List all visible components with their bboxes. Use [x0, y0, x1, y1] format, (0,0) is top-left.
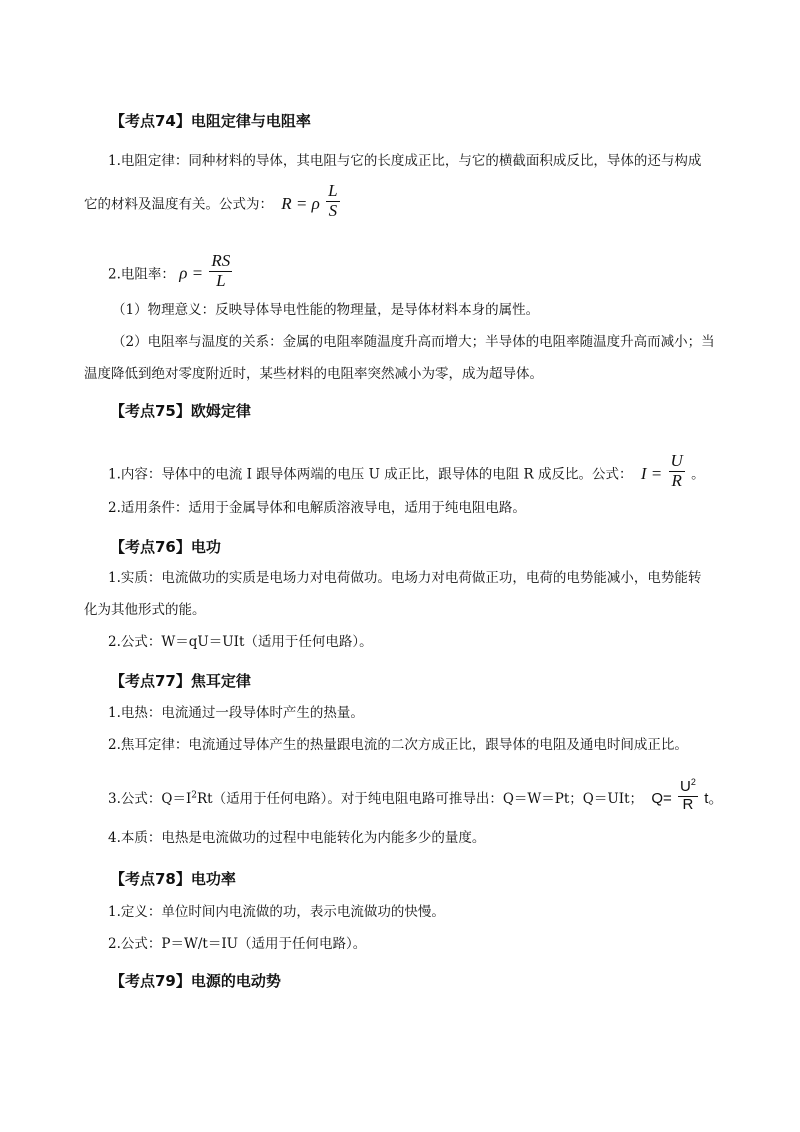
- sec74-p4-line1: （2）电阻率与温度的关系：金属的电阻率随温度升高而增大；半导体的电阻率随温度升高而减小；当: [112, 334, 715, 350]
- sec77-p3-sup: 2: [191, 790, 198, 801]
- sec74-p2-label: 2.电阻率：: [108, 266, 175, 283]
- heading-76: 【考点76】电功: [110, 538, 221, 556]
- formula-resistance-fraction: [326, 182, 339, 220]
- sec74-p1-line1: 1.电阻定律：同种材料的导体，其电阻与它的长度成正比，与它的横截面积成反比，导体的还与构成: [108, 153, 702, 169]
- sec75-p1: [108, 451, 705, 494]
- formula-resistance-den: S: [328, 200, 338, 220]
- heading-77: 【考点77】焦耳定律: [110, 672, 251, 690]
- sec74-p3: （1）物理意义：反映导体导电性能的物理量，是导体材料本身的属性。: [112, 302, 540, 318]
- sec77-p3-pre: 3.公式：Q＝I: [108, 791, 192, 807]
- sec74-p2: [108, 251, 234, 294]
- formula-ohm-fraction: [669, 452, 685, 490]
- sec78-p2: 2.公式：P＝W/t＝IU（适用于任何电路）。: [108, 936, 367, 952]
- formula-heat-tail: t。: [704, 790, 724, 807]
- sec76-p1-line2: 化为其他形式的能。: [84, 602, 206, 618]
- formula-heat-num-sup: 2: [690, 777, 696, 787]
- formula-ohm-den: R: [671, 470, 682, 490]
- formula-heat-num-base: U: [680, 778, 691, 795]
- sec77-p2: 2.焦耳定律：电流通过导体产生的热量跟电流的二次方成正比，跟导体的电阻及通电时间成正比。: [108, 737, 688, 753]
- sec74-p1-line2-text: 它的材料及温度有关。公式为：: [84, 196, 273, 213]
- formula-heat-den: R: [682, 795, 694, 813]
- formula-heat-fraction: [678, 778, 698, 813]
- formula-heat-lhs: Q=: [651, 790, 672, 807]
- heading-74: 【考点74】电阻定律与电阻率: [110, 112, 311, 130]
- sec74-p4-line2: 温度降低到绝对零度附近时，某些材料的电阻率突然减小为零，成为超导体。: [84, 366, 543, 382]
- sec77-p3: [108, 777, 724, 817]
- sec76-p2: 2.公式：W＝qU＝UIt（适用于任何电路）。: [108, 634, 373, 650]
- sec77-p3-post: Rt（适用于任何电路）。对于纯电阻电路可推导出：Q＝W＝Pt；Q＝UIt；: [197, 791, 644, 807]
- formula-ohm-tail: 。: [691, 466, 705, 483]
- formula-ohm-num: U: [670, 451, 683, 470]
- heading-79: 【考点79】电源的电动势: [110, 972, 281, 990]
- sec75-p2: 2.适用条件：适用于金属导体和电解质溶液导电，适用于纯电阻电路。: [108, 500, 526, 516]
- sec75-p1-text: 1.内容：导体中的电流 I 跟导体两端的电压 U 成正比，跟导体的电阻 R 成反比。公式：: [108, 466, 633, 483]
- formula-resistance-lhs: R = ρ: [281, 193, 320, 213]
- heading-75: 【考点75】欧姆定律: [110, 402, 251, 420]
- formula-heat-num: [678, 778, 698, 797]
- sec77-p4: 4.本质：电热是电流做功的过程中电能转化为内能多少的量度。: [108, 830, 486, 846]
- formula-resistivity-den: L: [216, 270, 226, 290]
- formula-resistivity-fraction: [209, 252, 232, 290]
- formula-ohm-lhs: I =: [640, 463, 663, 483]
- formula-resistivity-num: RS: [211, 251, 231, 270]
- formula-resistivity-lhs: ρ =: [179, 263, 204, 283]
- sec76-p1-line1: 1.实质：电流做功的实质是电场力对电荷做功。电场力对电荷做正功，电荷的电势能减小，电势能转: [108, 570, 702, 586]
- sec74-p1-line2: [84, 181, 342, 224]
- heading-78: 【考点78】电功率: [110, 870, 236, 888]
- sec78-p1: 1.定义：单位时间内电流做的功，表示电流做功的快慢。: [108, 904, 445, 920]
- sec77-p1: 1.电热：电流通过一段导体时产生的热量。: [108, 705, 364, 721]
- formula-resistance-num: L: [328, 181, 338, 200]
